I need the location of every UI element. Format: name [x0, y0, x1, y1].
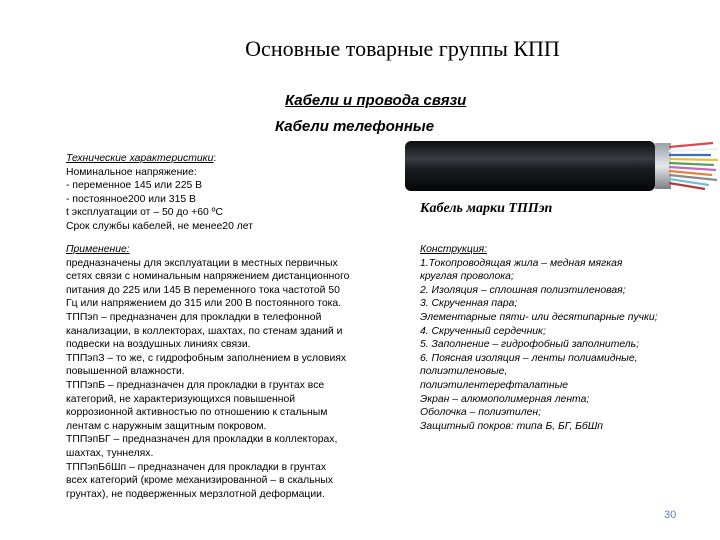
application-section: [66, 243, 396, 501]
construction-line: Оболочка – полиэтилен;: [420, 407, 541, 419]
tech-line: t эксплуатации от – 50 до +60 ºС: [66, 207, 223, 219]
construction-line: 5. Заполнение – гидрофобный заполнитель;: [420, 339, 639, 351]
application-line: сетях связи с номинальным напряжением дистанционного: [66, 271, 350, 283]
tech-line: - постоянное200 или 315 В: [66, 193, 196, 205]
application-line: предназначены для эксплуатации в местных первичных: [66, 257, 338, 269]
cable-caption: Кабель марки ТППэп: [420, 201, 553, 216]
tech-heading-colon: :: [213, 153, 217, 164]
application-line: коррозионной активностью по отношению к стальным: [66, 407, 328, 419]
application-line: грунтах), не подверженных мерзлотной деформации.: [66, 488, 325, 500]
application-line: Гц или напряжением до 315 или 200 В постоянного тока.: [66, 298, 342, 310]
construction-line: 4. Скрученный сердечник;: [420, 325, 546, 337]
application-line: ТППэпБГ – предназначен для прокладки в коллекторах,: [66, 434, 338, 446]
application-line: питания до 225 или 145 В переменного тока частотой 50: [66, 284, 340, 296]
cable-photo: [405, 133, 720, 198]
application-line: категорий, не характеризующихся повышенной: [66, 393, 296, 405]
construction-line: 1.Токопроводящая жила – медная мягкая: [420, 257, 623, 269]
section-subtitle: Кабели и провода связи: [285, 92, 467, 109]
application-line: ТППэп – предназначен для прокладки в телефонной: [66, 311, 322, 323]
application-line: всех категорий (кроме механизированной – в скальных: [66, 475, 334, 487]
category-subtitle: Кабели телефонные: [275, 118, 435, 135]
tech-line: - переменное 145 или 225 В: [66, 180, 203, 192]
construction-line: Экран – алюмополимерная лента;: [420, 393, 590, 405]
application-line: повышенной влажности.: [66, 366, 185, 378]
construction-line: 2. Изоляция – сплошная полиэтиленовая;: [420, 284, 626, 296]
application-line: ТППэпЗ – то же, с гидрофобным заполнением в условиях: [66, 352, 347, 364]
construction-heading: Конструкция:: [420, 244, 488, 255]
page-title: Основные товарные группы КПП: [245, 36, 560, 61]
technical-specs: [66, 152, 396, 234]
application-line: ТППэпБ – предназначен для прокладки в грунтах все: [66, 379, 325, 391]
construction-line: круглая проволока;: [420, 271, 514, 283]
construction-line: полиэтилентерефталатные: [420, 379, 569, 391]
construction-line: 6. Поясная изоляция – ленты полиамидные,: [420, 352, 638, 364]
construction-line: Защитный покров: типа Б, БГ, БбШп: [420, 420, 604, 432]
application-line: канализации, в коллекторах, шахтах, по стенам зданий и: [66, 325, 343, 337]
tech-heading: Технические характеристики: [66, 153, 214, 164]
application-line: шахтах, туннелях.: [66, 447, 154, 459]
construction-section: [420, 243, 720, 433]
application-heading: Применение:: [66, 244, 130, 255]
construction-line: полиэтиленовые,: [420, 366, 508, 378]
application-line: лентам с наружным защитным покровом.: [66, 420, 267, 432]
tech-line: Номинальное напряжение:: [66, 166, 197, 178]
construction-line: 3. Скрученная пара;: [420, 298, 518, 310]
tech-line: Срок службы кабелей, не менее20 лет: [66, 220, 254, 232]
application-line: ТППэпБбШп – предназначен для прокладки в грунтах: [66, 461, 327, 473]
page-number: 30: [664, 509, 677, 521]
application-line: подвески на воздушных линиях связи.: [66, 339, 251, 351]
construction-line: Элементарные пяти- или десятипарные пучки;: [420, 311, 658, 323]
